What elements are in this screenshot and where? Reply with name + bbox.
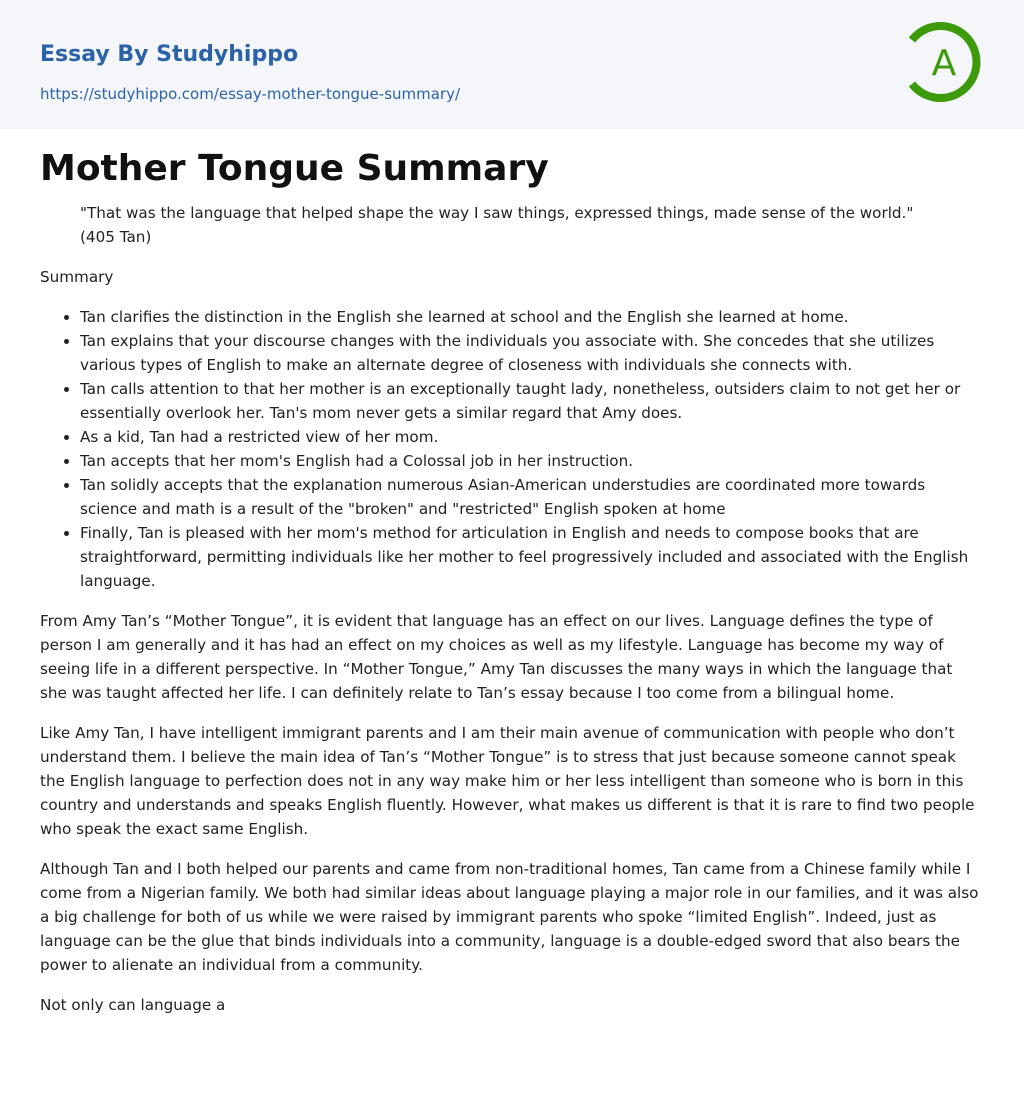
list-item: • Finally, Tan is pleased with her mom's method for articulation in English and needs to compose books that are straightforward, permitting individuals like her mother to feel progressively included and associated with the English language.: [80, 521, 984, 593]
studyhippo-logo-icon[interactable]: [902, 20, 986, 104]
list-item: • As a kid, Tan had a restricted view of her mom.: [80, 425, 984, 449]
logo-letter: A: [931, 43, 957, 84]
list-item: • Tan explains that your discourse changes with the individuals you associate with. She concedes that she utilizes various types of English to make an alternate degree of closeness with individuals she connects with.: [80, 329, 984, 377]
paragraph: Like Amy Tan, I have intelligent immigrant parents and I am their main avenue of communication with people who don’t understand them. I believe the main idea of Tan’s “Mother Tongue” is to stress that just because someone cannot speak the English language to perfection does not in any way make him or her less intelligent than someone who is born in this country and understands and speaks English fluently. However, what makes us different is that it is rare to find two people who speak the exact same English.: [40, 724, 975, 838]
essay-url-link[interactable]: https://studyhippo.com/essay-mother-tongue-summary/: [40, 85, 461, 103]
list-item: • Tan calls attention to that her mother is an exceptionally taught lady, nonetheless, outsiders claim to not get her or essentially overlook her. Tan's mom never gets a similar regard that Amy does.: [80, 377, 984, 425]
site-title[interactable]: Essay By Studyhippo: [40, 42, 299, 67]
article: [0, 147, 1024, 1017]
summary-list: [40, 305, 984, 593]
list-item: • Tan solidly accepts that the explanation numerous Asian-American understudies are coordinated more towards science and math is a result of the "broken" and "restricted" English spoken at home: [80, 473, 984, 521]
list-item: • Tan accepts that her mom's English had a Colossal job in her instruction.: [80, 449, 984, 473]
list-item: • Tan clarifies the distinction in the English she learned at school and the English she learned at home.: [80, 305, 984, 329]
paragraph: Although Tan and I both helped our parents and came from non-traditional homes, Tan came from a Chinese family while I come from a Nigerian family. We both had similar ideas about language playing a major role in our families, and it was also a big challenge for both of us while we were raised by immigrant parents who spoke “limited English”. Indeed, just as language can be the glue that binds individuals into a community, language is a double-edged sword that also bears the power to alienate an individual from a community.: [40, 860, 979, 974]
page-title: Mother Tongue Summary: [40, 148, 549, 189]
paragraph: From Amy Tan’s “Mother Tongue”, it is evident that language has an effect on our lives. Language defines the type of person I am generally and it has had an effect on my choices as well as my lifestyle. Language has become my way of seeing life in a different perspective. In “Mother Tongue,” Amy Tan discusses the many ways in which the language that she was taught affected her life. I can definitely relate to Tan’s essay because I too come from a bilingual home.: [40, 612, 953, 702]
site-header: [0, 0, 1024, 129]
paragraph: Not only can language a: [40, 996, 226, 1014]
summary-label: Summary: [40, 268, 114, 286]
quote: "That was the language that helped shape the way I saw things, expressed things, made sense of the world." (405 Tan): [80, 204, 914, 246]
